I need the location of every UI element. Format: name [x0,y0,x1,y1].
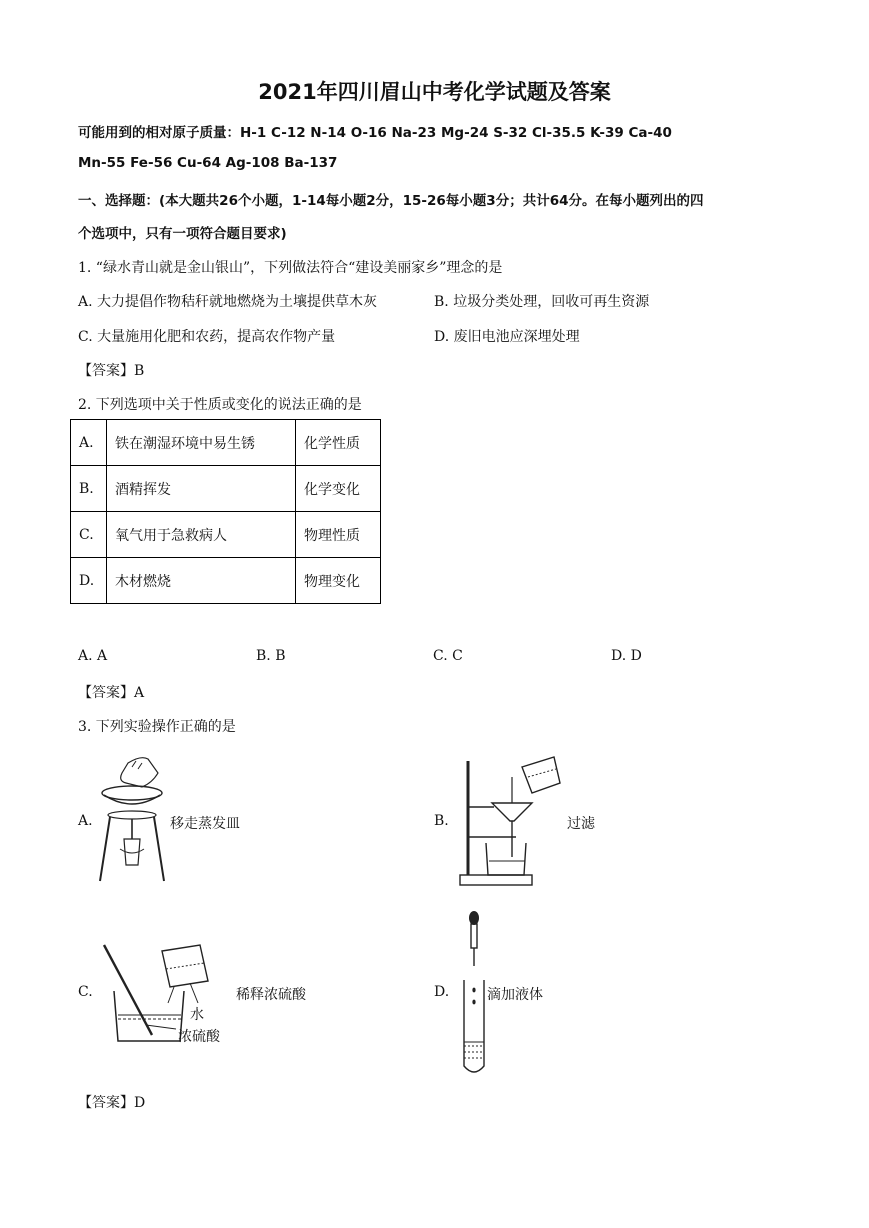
table-row [71,420,381,466]
q3-answer: 【答案】D [78,1095,146,1111]
q3-option-c-caption: 稀释浓硫酸 [236,987,306,1003]
q1-option-d: D. 废旧电池应深埋处理 [434,329,580,345]
q1-option-a: A. 大力提倡作物秸秆就地燃烧为土壤提供草木灰 [78,294,378,310]
label-concentrated-sulfuric-acid: 浓硫酸 [178,1029,220,1045]
atomic-masses-line2: Mn-55 Fe-56 Cu-64 Ag-108 Ba-137 [78,155,338,171]
q3-stem: 3. 下列实验操作正确的是 [78,719,236,735]
q1-stem: 1. “绿水青山就是金山银山”，下列做法符合“建设美丽家乡”理念的是 [78,260,503,276]
section-heading-line1: 一、选择题：(本大题共26个小题，1-14每小题2分，15-26每小题3分；共计64分。在每小题列出的四 [78,193,704,209]
table-cell: B. [71,466,107,512]
page-title: 2021年四川眉山中考化学试题及答案 [258,80,611,104]
evaporating-dish-figure [96,755,168,885]
table-cell: D. [71,558,107,604]
q1-option-b: B. 垃圾分类处理，回收可再生资源 [434,294,650,310]
section-heading-line2: 个选项中，只有一项符合题目要求) [78,226,287,242]
table-cell: 化学变化 [296,466,381,512]
q3-option-a-letter: A. [78,813,93,829]
q2-option-a: A. A [78,648,108,664]
label-water: 水 [190,1007,204,1023]
table-cell: 化学性质 [296,420,381,466]
q3-option-c-letter: C. [78,984,93,1000]
table-cell: 物理变化 [296,558,381,604]
q2-table [70,419,381,604]
table-cell: 铁在潮湿环境中易生锈 [107,420,296,466]
dropper-test-tube-figure [460,910,490,1078]
table-cell: 木材燃烧 [107,558,296,604]
table-row [71,466,381,512]
table-row [71,512,381,558]
table-cell: C. [71,512,107,558]
q2-option-c: C. C [433,648,463,664]
q3-option-d-caption: 滴加液体 [487,987,543,1003]
table-cell: A. [71,420,107,466]
q1-option-c: C. 大量施用化肥和农药，提高农作物产量 [78,329,336,345]
q3-option-b-letter: B. [434,813,449,829]
q3-option-b-caption: 过滤 [567,816,595,832]
table-cell: 酒精挥发 [107,466,296,512]
q3-option-d-letter: D. [434,984,450,1000]
q3-option-a-caption: 移走蒸发皿 [170,816,240,832]
q2-option-b: B. B [256,648,286,664]
table-row [71,558,381,604]
q2-stem: 2. 下列选项中关于性质或变化的说法正确的是 [78,397,362,413]
q2-answer: 【答案】A [78,685,145,701]
q2-option-d: D. D [611,648,642,664]
table-cell: 氧气用于急救病人 [107,512,296,558]
q1-answer: 【答案】B [78,363,145,379]
filtration-figure [458,755,566,887]
atomic-masses-line1: 可能用到的相对原子质量：H-1 C-12 N-14 O-16 Na-23 Mg-24 S-32 Cl-35.5 K-39 Ca-40 [78,125,672,141]
table-cell: 物理性质 [296,512,381,558]
